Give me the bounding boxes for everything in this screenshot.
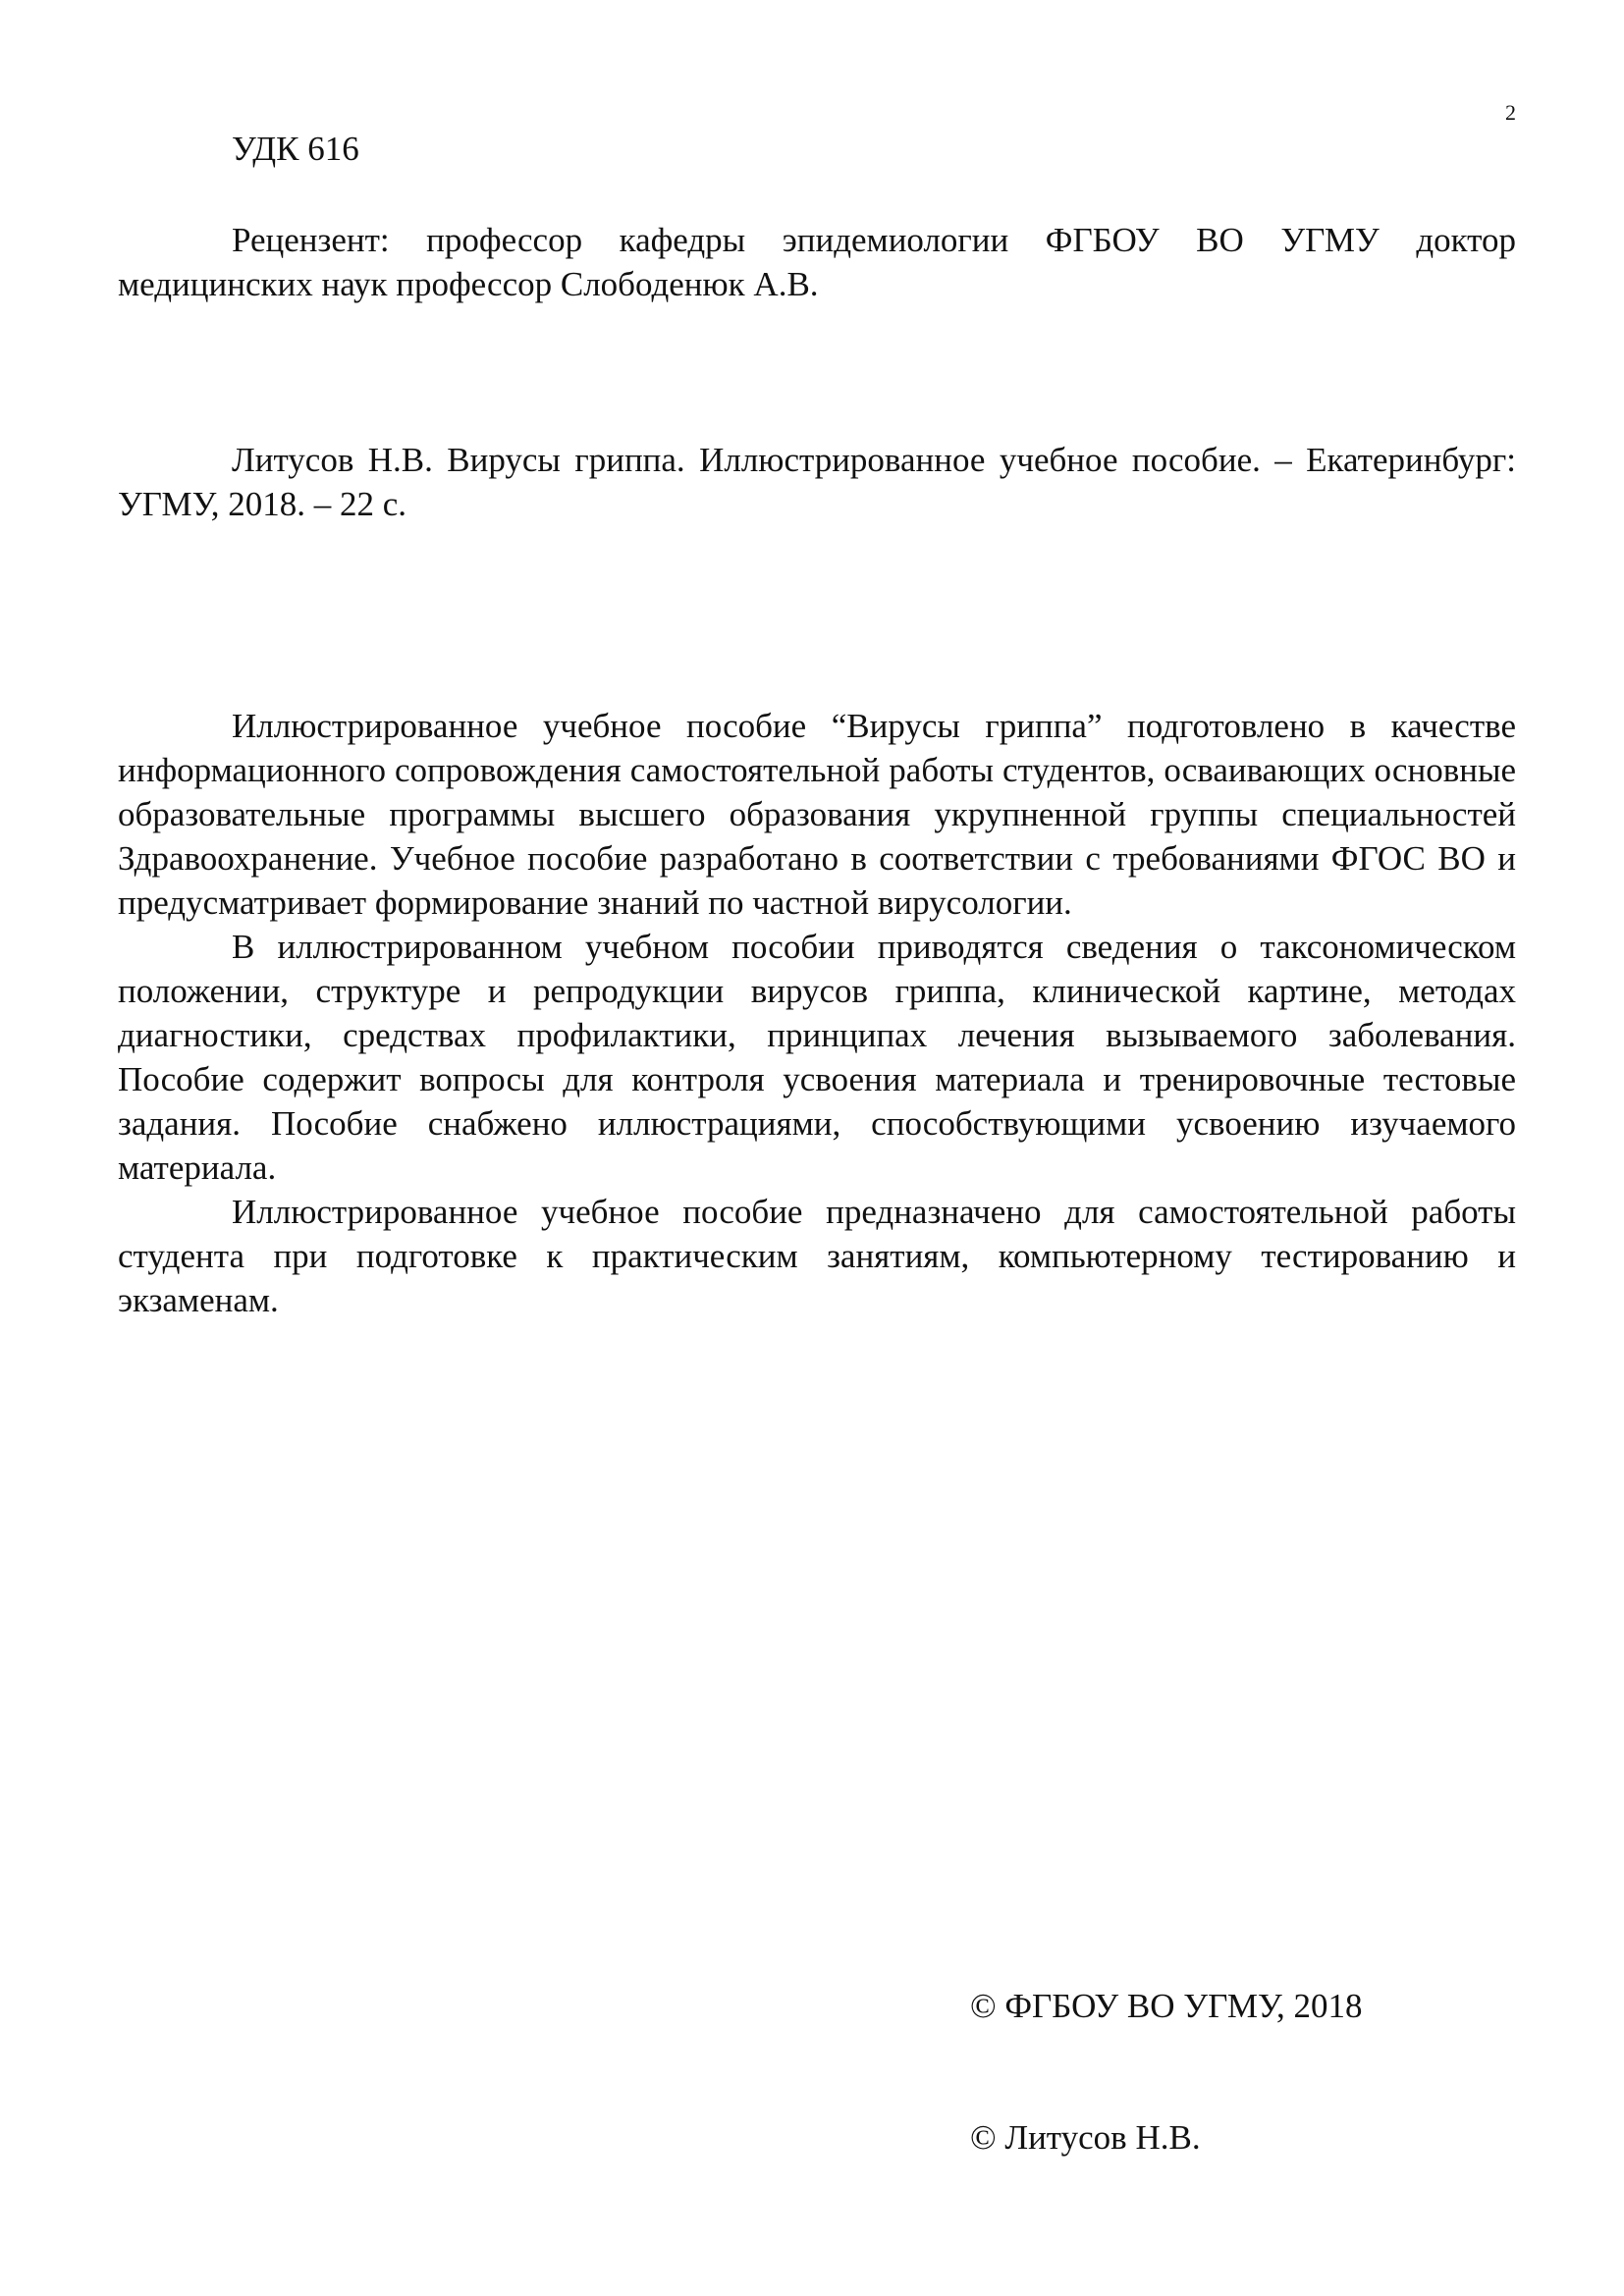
page-number: 2 xyxy=(1505,100,1516,125)
copyright-institution: © ФГБОУ ВО УГМУ, 2018 xyxy=(970,1987,1363,2025)
citation-section xyxy=(118,438,1516,526)
abstract-paragraph: Иллюстрированное учебное пособие “Вирусы гриппа” подготовлено в качестве информационного сопровождения самостоятельной работы студентов, осваивающих основные образовательные программы высшего образования укрупненной группы специальностей Здравоохранение. Учебное пособие разработано в соответствии с требованиями ФГОС ВО и предусматривает формирование знаний по частной вирусологии. xyxy=(118,707,1516,922)
udk-code: УДК 616 xyxy=(232,130,359,168)
citation-text: Литусов Н.В. Вирусы гриппа. Иллюстрированное учебное пособие. – Екатеринбург: УГМУ, 2018. – 22 с. xyxy=(118,441,1516,523)
abstract-paragraph: Иллюстрированное учебное пособие предназначено для самостоятельной работы студента при подготовке к практическим занятиям, компьютерному тестированию и экзаменам. xyxy=(118,1193,1516,1319)
reviewer-section xyxy=(118,218,1516,306)
abstract-section xyxy=(118,704,1516,1322)
reviewer-text: Рецензент: профессор кафедры эпидемиологии ФГБОУ ВО УГМУ доктор медицинских наук профессор Слободенюк А.В. xyxy=(118,221,1516,303)
copyright-author: © Литусов Н.В. xyxy=(970,2118,1201,2157)
abstract-paragraph: В иллюстрированном учебном пособии приводятся сведения о таксономическом положении, структуре и репродукции вирусов гриппа, клинической картине, методах диагностики, средствах профилактики, принципах лечения вызываемого заболевания. Пособие содержит вопросы для контроля усвоения материала и тренировочные тестовые задания. Пособие снабжено иллюстрациями, способствующими усвоению изучаемого материала. xyxy=(118,928,1516,1187)
